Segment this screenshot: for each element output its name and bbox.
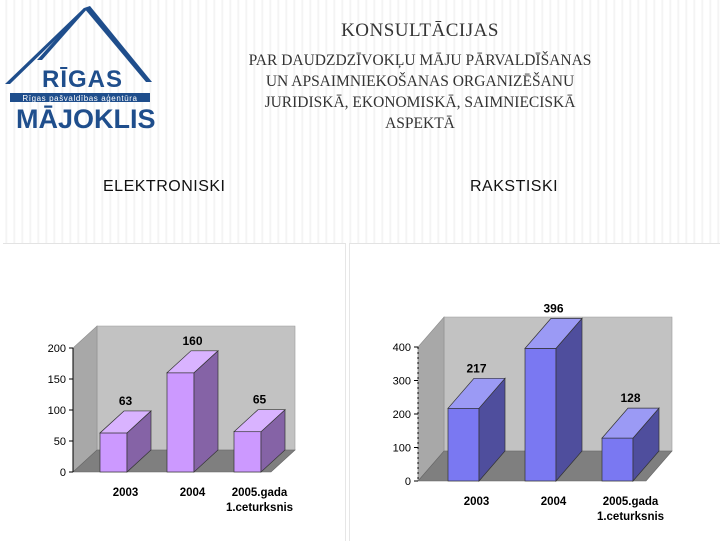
bar-value-label: 128 [620,391,641,406]
bar-value-label: 396 [543,301,564,316]
x-category-label: 2004 [540,496,567,508]
y-tick-label: 100 [47,405,66,417]
house-logo-icon [2,2,162,137]
bar-value-label: 65 [252,392,267,407]
subtitle-line: ASPEKTĀ [385,115,455,132]
page-title: KONSULTĀCIJAS [341,20,499,41]
bar-value-label: 217 [466,361,487,376]
x-category-label: 2005.gada [602,496,659,508]
bar-chart-electronic [3,244,345,541]
y-tick-label: 300 [392,375,411,388]
bar-front [448,408,479,481]
chart-side-wall [73,326,97,472]
x-category-label: 2004 [179,487,206,499]
x-category-label: 2003 [112,487,139,499]
bar-front [100,433,127,472]
rigas-majoklis-logo [2,2,162,137]
subtitle-line: PAR DAUDZDZĪVOKĻU MĀJU PĀRVALDĪŠANAS [248,52,592,69]
x-category-label: 1.ceturksnis [225,502,294,514]
x-category-label: 1.ceturksnis [596,511,665,523]
bar-front [525,348,556,481]
y-tick-label: 200 [47,343,66,355]
y-tick-label: 0 [59,467,66,479]
section-label-written: RAKSTISKI [470,178,559,195]
y-tick-label: 50 [53,436,66,448]
logo-agency-text: Rīgas pašvaldības aģentūra [22,94,138,103]
x-category-label: 2005.gada [231,487,288,499]
subtitle-line: JURIDISKĀ, EKONOMISKĀ, SAIMNIECISKĀ [264,94,576,111]
page-subtitle [180,50,660,134]
bar-front [602,438,633,481]
section-label-electronic: ELEKTRONISKI [103,178,226,195]
logo-word-majoklis: MĀJOKLIS [16,104,156,134]
chart-panel-electronic [3,243,346,541]
y-tick-label: 200 [392,409,411,421]
y-tick-label: 400 [392,342,411,354]
subtitle-line: UN APSAIMNIEKOŠANAS ORGANIZĒŠANU [265,73,575,90]
logo-word-rigas: RĪGAS [42,66,124,93]
bar-front [167,373,194,472]
y-tick-label: 0 [404,476,411,488]
y-tick-label: 100 [392,442,411,455]
chart-panel-written [349,243,720,541]
bar-value-label: 63 [118,393,133,408]
y-tick-label: 150 [47,374,66,386]
x-category-label: 2003 [463,496,490,508]
bar-chart-written [350,244,720,541]
bar-front [234,432,261,472]
bar-value-label: 160 [182,333,203,348]
